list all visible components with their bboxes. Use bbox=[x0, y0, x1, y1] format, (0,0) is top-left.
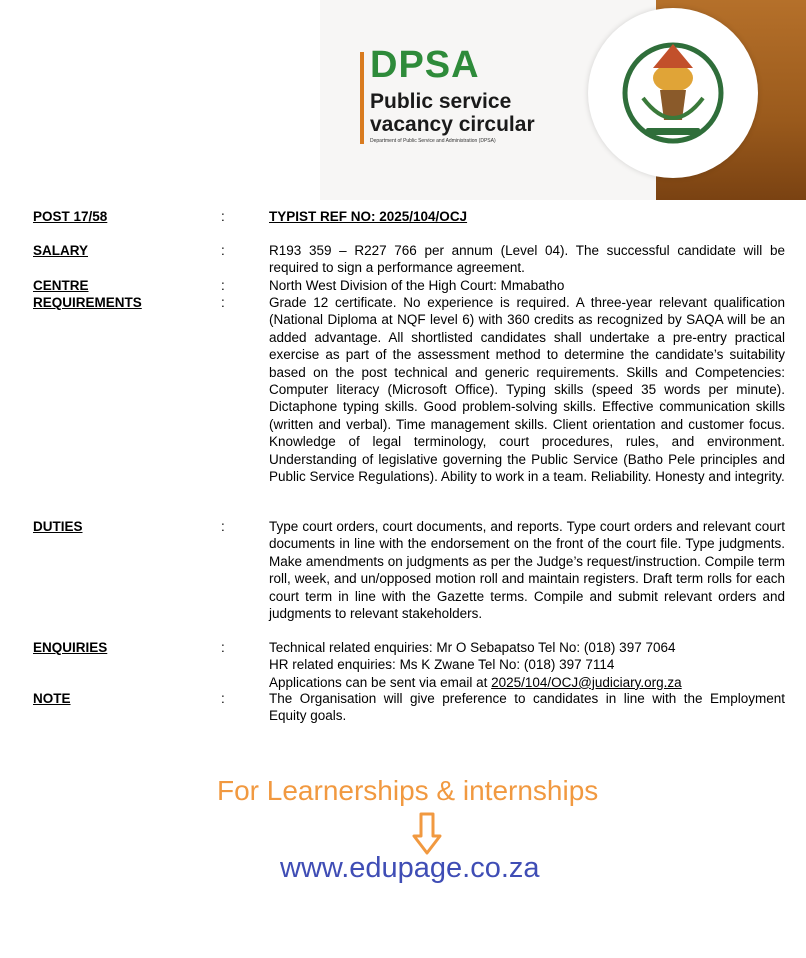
department-name: Department of Public Service and Administration (DPSA) bbox=[370, 138, 496, 144]
colon: : bbox=[221, 691, 225, 706]
enquiries-value bbox=[269, 639, 785, 691]
colon: : bbox=[221, 243, 225, 258]
coat-of-arms-seal bbox=[588, 8, 758, 178]
salary-value: R193 359 – R227 766 per annum (Level 04). The successful candidate will be required to sign a performance agreement. bbox=[269, 243, 785, 276]
centre-value: North West Division of the High Court: Mmabatho bbox=[269, 278, 565, 293]
email-prefix: Applications can be sent via email at bbox=[269, 674, 492, 690]
hr-enquiries: HR related enquiries: Ms K Zwane Tel No: (018) 397 7114 bbox=[269, 657, 615, 673]
learnerships-promo-text: For Learnerships & internships bbox=[217, 775, 599, 806]
application-email-link[interactable]: 2025/104/OCJ@judiciary.org.za bbox=[491, 674, 682, 690]
logo-accent-bar bbox=[360, 52, 364, 144]
colon: : bbox=[221, 519, 225, 534]
colon: : bbox=[221, 209, 225, 224]
salary-label: SALARY bbox=[33, 243, 89, 258]
edupage-website-link[interactable]: www.edupage.co.za bbox=[280, 852, 540, 884]
note-label: NOTE bbox=[33, 691, 71, 706]
duties-label: DUTIES bbox=[33, 519, 83, 534]
dpsa-logo-text: DPSA bbox=[370, 44, 480, 86]
colon: : bbox=[221, 278, 225, 293]
header-banner bbox=[320, 0, 806, 200]
down-arrow-icon bbox=[412, 812, 442, 856]
application-email-line bbox=[269, 674, 785, 691]
colon: : bbox=[221, 295, 225, 310]
coat-of-arms-icon bbox=[588, 8, 758, 178]
enquiries-label: ENQUIRIES bbox=[33, 640, 108, 655]
requirements-label: REQUIREMENTS bbox=[33, 295, 142, 310]
centre-label: CENTRE bbox=[33, 278, 89, 293]
banner-subtitle: Public service vacancy circular bbox=[370, 90, 535, 136]
requirements-value: Grade 12 certificate. No experience is required. A three-year relevant qualification (National Diploma at NQF level 6) with 360 credits as recognized by SAQA will be an added advantage. All shortlisted candidates shall undertake a pre-entry practical exercise as part of the assessment method to determine the candidate’s suitability based on the post technical and generic requirements. Skills and Competencies: Computer literacy (Microsoft Office). Typing skills (speed 35 words per minute). Dictaphone typing skills. Good problem-solving skills. Effective communication skills (written and verbal). Time management skills. Client orientation and customer focus. Knowledge of legal terminology, court procedures, rules, and environment. Understanding of legislative governing the Public Service (Batho Pele principles and Public Service Regulations). Ability to work in a team. Reliability. Honesty and integrity. bbox=[269, 295, 785, 485]
duties-value: Type court orders, court documents, and reports. Type court orders and relevant court documents in line with the endorsement on the front of the court file. Type judgments. Make amendments on judgments as per the Judge’s request/instruction. Compile term roll, week, and un/opposed motion roll and maintain registers. Draft term rolls for each court term in line with the Gazette terms. Compile and submit relevant orders and judgments to relevant stakeholders. bbox=[269, 519, 785, 622]
post-title: TYPIST REF NO: 2025/104/OCJ bbox=[269, 209, 468, 224]
technical-enquiries: Technical related enquiries: Mr O Sebapatso Tel No: (018) 397 7064 bbox=[269, 640, 676, 655]
note-value: The Organisation will give preference to candidates in line with the Employment Equity goals. bbox=[269, 691, 785, 724]
post-label: POST 17/58 bbox=[33, 209, 108, 224]
colon: : bbox=[221, 640, 225, 655]
